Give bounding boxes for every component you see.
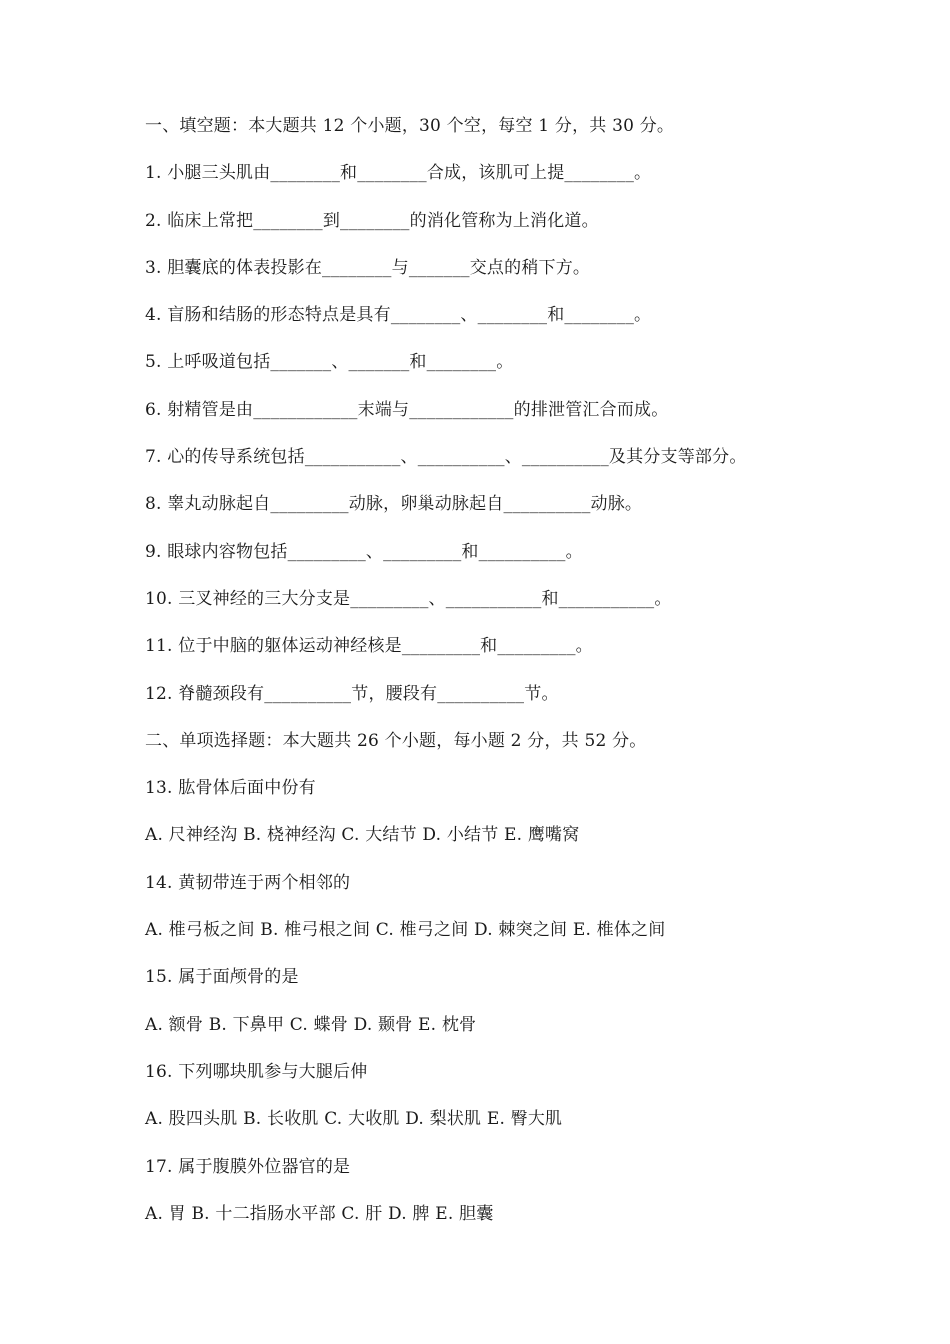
question-2: 2. 临床上常把________到________的消化管称为上消化道。 xyxy=(145,210,599,231)
question-13-options: A. 尺神经沟 B. 桡神经沟 C. 大结节 D. 小结节 E. 鹰嘴窝 xyxy=(145,825,580,846)
section-heading-fill-in: 一、填空题：本大题共 12 个小题，30 个空，每空 1 分，共 30 分。 xyxy=(145,116,675,136)
question-16: 16. 下列哪块肌参与大腿后伸 xyxy=(145,1061,368,1082)
question-7: 7. 心的传导系统包括___________、__________、__________及其分支等部分。 xyxy=(145,447,747,468)
question-1: 1. 小腿三头肌由________和________合成，该肌可上提________。 xyxy=(145,163,652,184)
question-15: 15. 属于面颅骨的是 xyxy=(145,967,299,988)
question-17: 17. 属于腹膜外位器官的是 xyxy=(145,1156,351,1177)
question-15-options: A. 额骨 B. 下鼻甲 C. 蝶骨 D. 颞骨 E. 枕骨 xyxy=(145,1014,477,1035)
question-4: 4. 盲肠和结肠的形态特点是具有________、________和________。 xyxy=(145,305,652,326)
question-3: 3. 胆囊底的体表投影在________与_______交点的稍下方。 xyxy=(145,257,591,278)
question-10: 10. 三叉神经的三大分支是_________、___________和___________。 xyxy=(145,588,672,609)
question-9: 9. 眼球内容物包括_________、_________和__________。 xyxy=(145,541,583,562)
question-8: 8. 睾丸动脉起自_________动脉，卵巢动脉起自__________动脉。 xyxy=(145,494,643,515)
section-heading-single-choice: 二、单项选择题：本大题共 26 个小题，每小题 2 分，共 52 分。 xyxy=(145,730,647,751)
question-17-options: A. 胃 B. 十二指肠水平部 C. 肝 D. 脾 E. 胆囊 xyxy=(145,1203,494,1224)
question-14-options: A. 椎弓板之间 B. 椎弓根之间 C. 椎弓之间 D. 棘突之间 E. 椎体之间 xyxy=(145,920,666,941)
question-12: 12. 脊髓颈段有__________节，腰段有__________节。 xyxy=(145,683,559,704)
question-5: 5. 上呼吸道包括_______、_______和________。 xyxy=(145,352,514,373)
question-14: 14. 黄韧带连于两个相邻的 xyxy=(145,872,351,893)
question-11: 11. 位于中脑的躯体运动神经核是_________和_________。 xyxy=(145,636,593,657)
question-13: 13. 肱骨体后面中份有 xyxy=(145,778,316,799)
question-6: 6. 射精管是由____________末端与____________的排泄管汇合而成。 xyxy=(145,399,669,420)
question-16-options: A. 股四头肌 B. 长收肌 C. 大收肌 D. 梨状肌 E. 臀大肌 xyxy=(145,1109,563,1130)
document-body xyxy=(145,114,925,1249)
